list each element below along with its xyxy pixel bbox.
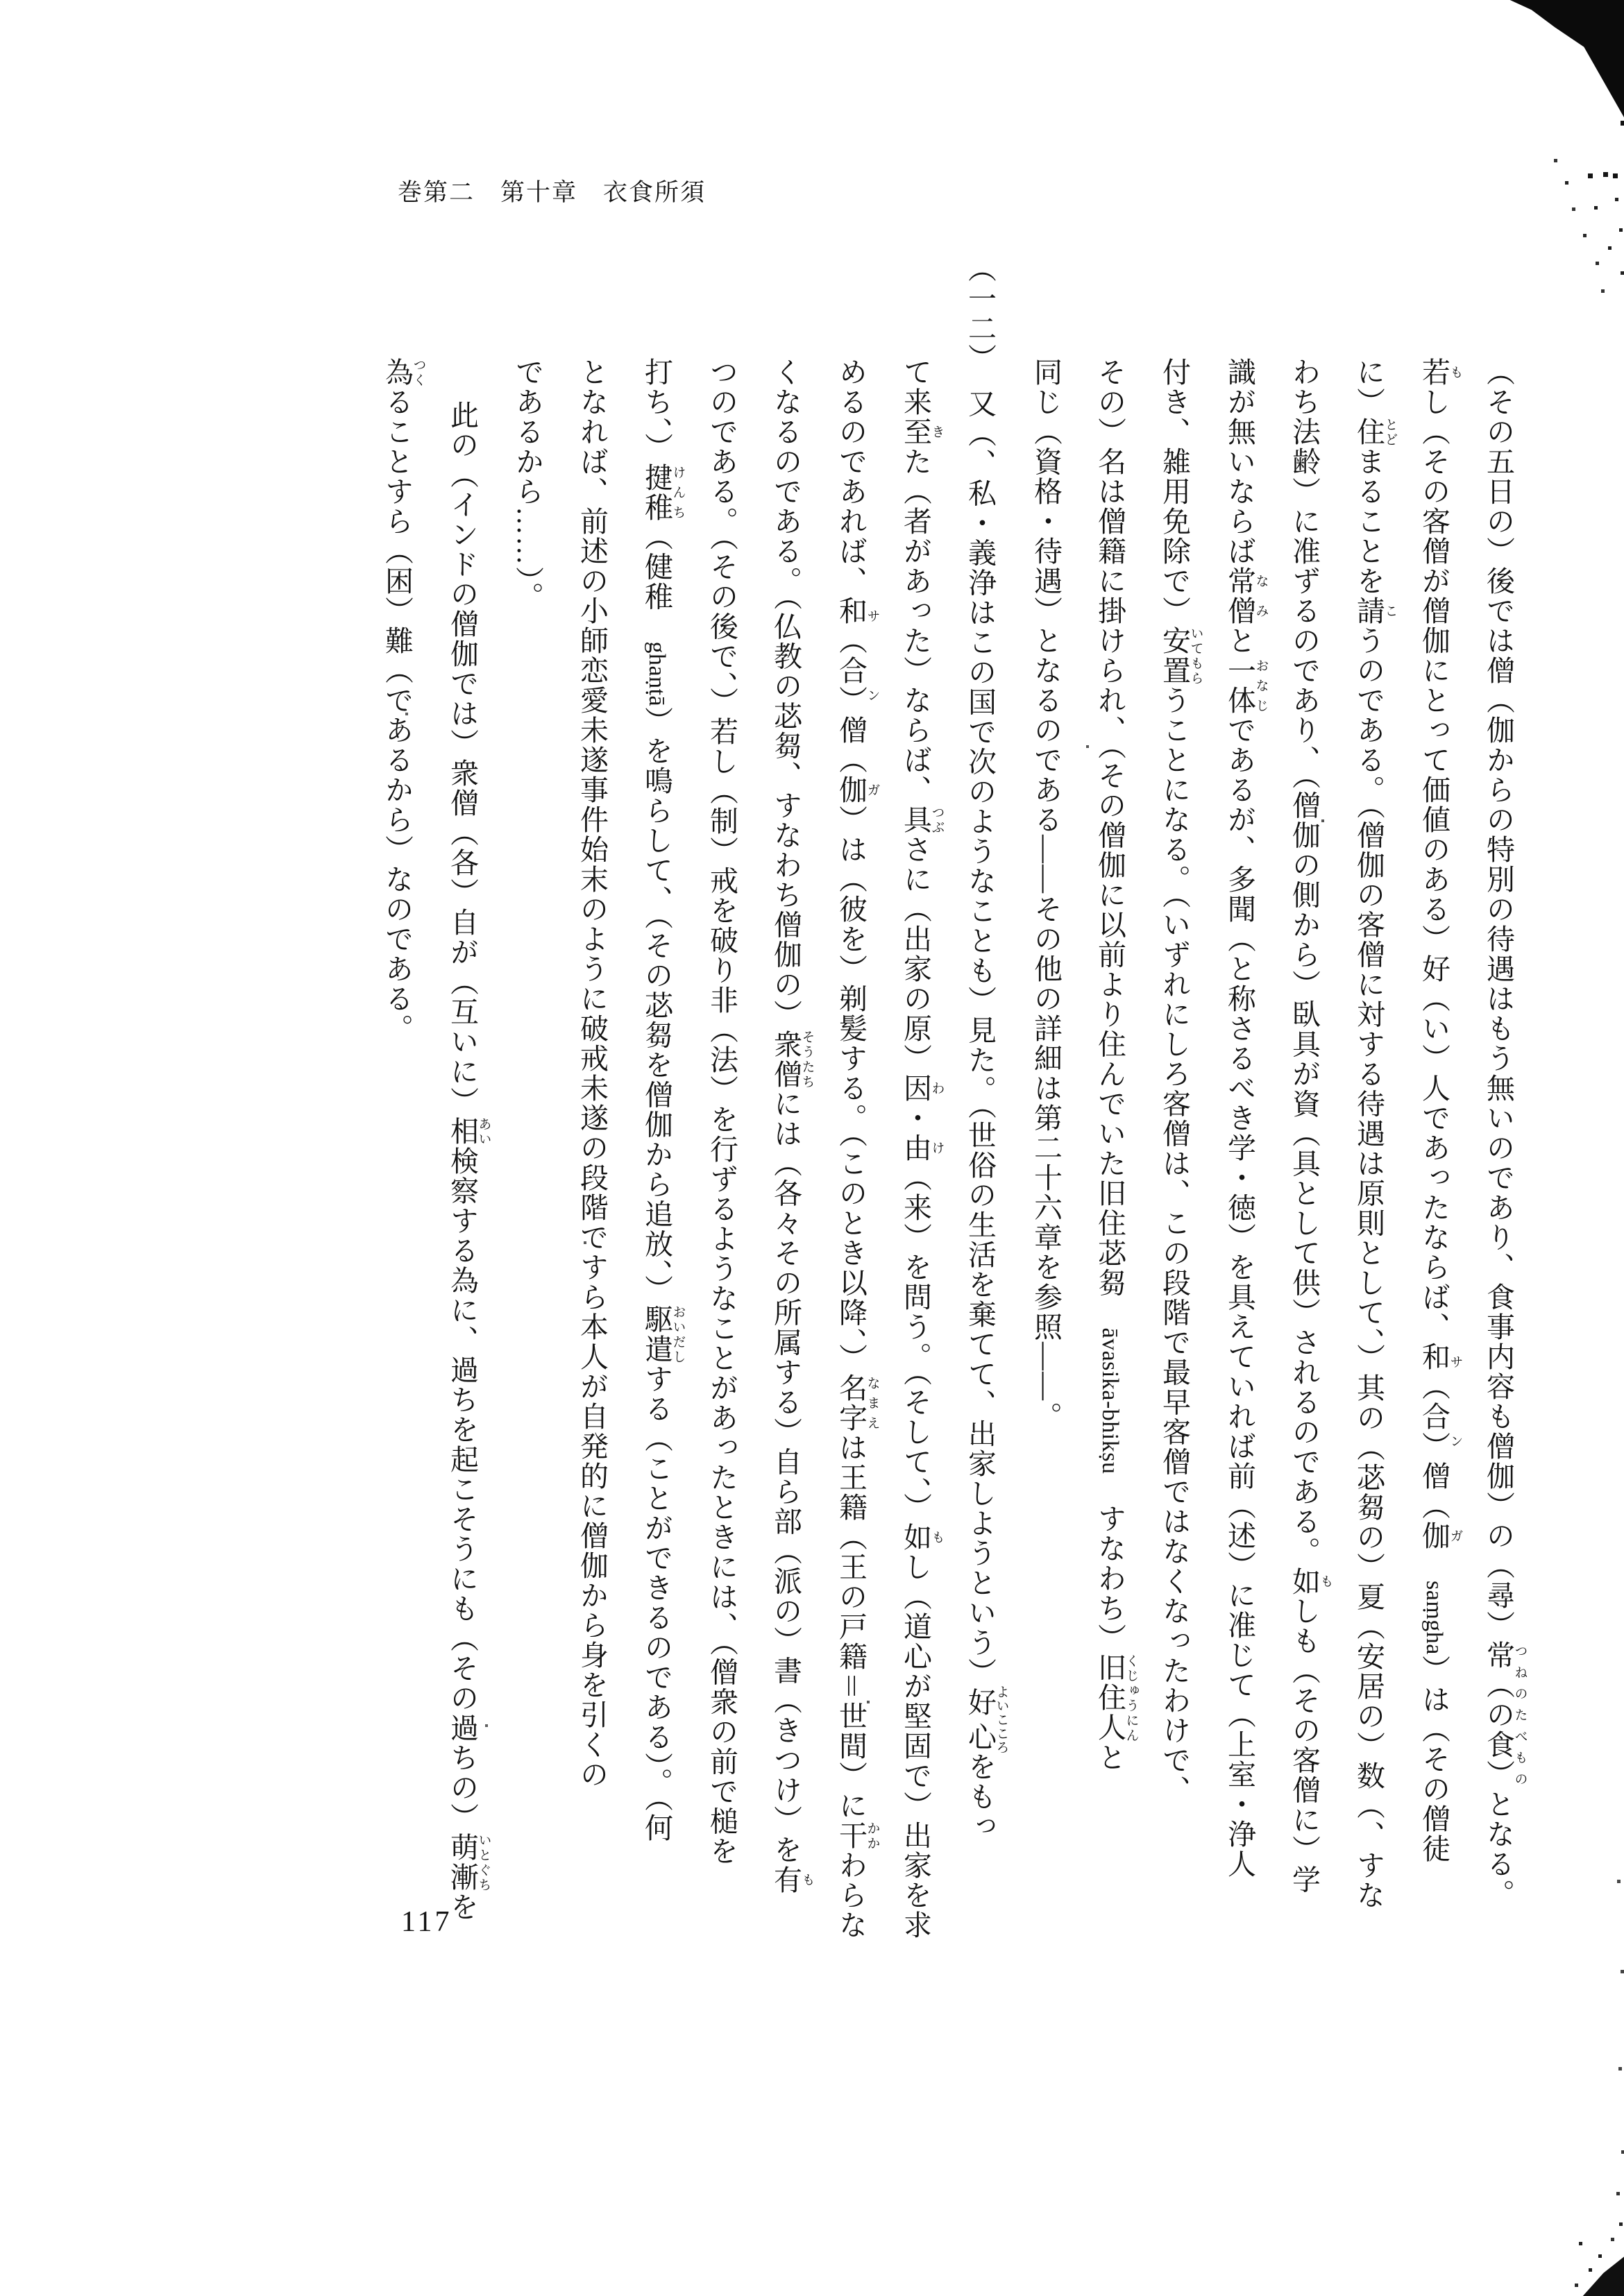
text-run: する（ことができるのである）。（何 xyxy=(641,1364,673,1844)
text-run: すなわち） xyxy=(1094,1474,1126,1653)
ruby-annotated-text: 安置いてもら xyxy=(1158,626,1203,686)
text-run: さに（出家の原） xyxy=(899,835,931,1073)
ruby-annotated-text: 為つく xyxy=(381,357,426,387)
text-run: であるが、多聞（と称さるべき学・徳）を具えていれば前（述）に准じて（上室・浄人 xyxy=(1224,715,1255,1879)
text-run: まることを xyxy=(1353,447,1385,596)
text-run: 付き、雑用免除で） xyxy=(1158,357,1190,626)
text-run: わち法齢）に准ずるのであり、（僧伽の側から）臥具が資（具として供）されるのである。 xyxy=(1288,357,1320,1567)
ruby-annotated-text: 如も xyxy=(1288,1566,1333,1597)
text-run: わらな xyxy=(835,1851,867,1940)
text-run: 同じ（資格・待遇）となるのである——その他の詳細は第二十六章を参照——。 xyxy=(1030,357,1062,1431)
text-run: めるのであれば、 xyxy=(835,357,867,596)
text-run: 打ち、） xyxy=(641,357,673,463)
text-column xyxy=(435,400,491,1922)
ruby-annotated-text: 相あい xyxy=(446,1116,491,1146)
ruby-annotated-text: 和（合）サン xyxy=(1418,1342,1463,1461)
text-column xyxy=(1147,357,1203,1805)
text-column xyxy=(1277,357,1333,1895)
romanized-term: saṃgha xyxy=(1421,1581,1447,1655)
text-column xyxy=(824,357,879,1940)
text-column xyxy=(500,357,555,612)
text-column xyxy=(1018,357,1074,1431)
text-run: と xyxy=(1224,626,1255,656)
text-column xyxy=(1342,357,1397,1910)
text-run: ることすら（困）難（であるから）なのである。 xyxy=(381,387,413,1044)
ruby-annotated-text: 伽ガ xyxy=(835,775,880,805)
ruby-annotated-text: 有も xyxy=(770,1864,815,1895)
ruby-annotated-text: 常僧なみ xyxy=(1224,566,1269,626)
page-number: 117 xyxy=(401,1906,452,1938)
ruby-annotated-text: 伽ガ xyxy=(1418,1521,1463,1551)
ruby-annotated-text: 由け xyxy=(899,1133,945,1163)
ruby-annotated-text: 駆遣おいだし xyxy=(641,1304,686,1365)
text-run: に） xyxy=(1353,357,1385,417)
text-run: た（者があった）ならば、 xyxy=(899,447,931,805)
text-run: ）は（その僧徒 xyxy=(1418,1654,1450,1864)
ruby-annotated-text: 揵稚けんち xyxy=(641,462,686,522)
text-run: （一二） 又（、私・義浄はこの国で次のようなことも）見た。（世俗の生活を棄てて、出家しようという） xyxy=(964,254,996,1687)
text-run xyxy=(1418,1551,1450,1581)
text-run: ）を鳴らして、（その苾芻を僧伽から追放、） xyxy=(641,706,673,1305)
text-run: 僧（ xyxy=(835,715,867,775)
text-column xyxy=(953,254,1008,1842)
text-run: その）名は僧籍に掛けられ、（その僧伽に以前より住んでいた旧住苾芻 xyxy=(1094,357,1126,1328)
text-column xyxy=(370,357,425,1044)
text-column xyxy=(1407,357,1462,1864)
text-run: うことになる。（いずれにしろ客僧は、この段階で最早客僧ではなくなったわけで、 xyxy=(1158,686,1190,1805)
ruby-annotated-text: 干かか xyxy=(835,1821,880,1851)
text-run: 識が無いならば xyxy=(1224,357,1255,566)
ruby-annotated-text: 若も xyxy=(1418,357,1463,387)
ruby-annotated-text: 名字なまえ xyxy=(835,1373,880,1433)
text-run: となれば、前述の小師恋愛未遂事件始末のように破戒未遂の段階ですら本人が自発的に僧伽から身を引くの xyxy=(576,357,608,1789)
romanized-term: āvasika-bhikṣu xyxy=(1097,1327,1123,1474)
running-header: 巻第二 第十章 衣食所須 xyxy=(398,179,707,206)
ruby-annotated-text: 住とど xyxy=(1353,417,1398,447)
ruby-annotated-text: 好心よいこころ xyxy=(964,1685,1009,1755)
ruby-annotated-text: 常（の食）つねのたべもの xyxy=(1482,1640,1528,1789)
ruby-annotated-text: 衆僧そうたち xyxy=(770,1029,815,1089)
text-column xyxy=(1471,357,1527,1909)
ruby-annotated-text: 至き xyxy=(899,417,945,447)
text-run: には（各々その所属する）自ら部（派の）書（きつけ）を xyxy=(770,1089,802,1865)
scan-speckles-page xyxy=(0,0,1,1)
ruby-annotated-text: 一体おなじ xyxy=(1224,656,1269,715)
text-column xyxy=(694,357,750,1866)
text-run: くなるのである。（仏教の苾芻、すなわち僧伽の） xyxy=(770,357,802,1030)
text-run: しも（その客僧に）学 xyxy=(1288,1596,1320,1895)
text-run: （来）を問う。（そして、） xyxy=(899,1163,931,1522)
text-column xyxy=(1212,357,1268,1879)
text-run: であるから……）。 xyxy=(511,357,543,612)
ruby-annotated-text: 和（合）サン xyxy=(835,596,880,715)
ruby-annotated-text: 請こ xyxy=(1353,596,1398,626)
text-run: （その五日の）後では僧（伽からの特別の待遇はもう無いのであり、食事内容も僧伽）の（尋） xyxy=(1482,357,1514,1640)
ruby-annotated-text: 如も xyxy=(899,1522,945,1552)
text-column xyxy=(759,357,814,1895)
text-column xyxy=(1083,357,1138,1772)
ruby-annotated-text: 萌漸いとぐち xyxy=(446,1832,491,1892)
text-run: し（道心が堅固で）出家を求 xyxy=(899,1552,931,1940)
text-run: 此の（インドの僧伽では）衆僧（各）自が（互いに） xyxy=(446,400,478,1116)
text-run: て来 xyxy=(899,357,931,417)
text-run: は王籍（王の戸籍＝世間）に xyxy=(835,1433,867,1821)
text-run: を xyxy=(446,1892,478,1922)
text-run: し（その客僧が僧伽にとって価値のある）好（い）人であったならば、 xyxy=(1418,387,1450,1342)
text-run: と xyxy=(1094,1742,1126,1773)
ruby-annotated-text: 具つぶ xyxy=(899,805,945,835)
text-run: 検察する為に、過ちを起こそうにも（その過ちの） xyxy=(446,1146,478,1832)
text-run: つのである。（その後で、）若し（制）戒を破り非（法）を行ずるようなことがあったときには、（僧衆の前で槌を xyxy=(706,357,738,1866)
romanized-term: ghaṇṭā xyxy=(644,641,670,707)
text-run: 僧（ xyxy=(1418,1461,1450,1521)
text-run: をもっ xyxy=(964,1752,996,1842)
text-run: （健稚 xyxy=(641,522,673,642)
text-run: ・ xyxy=(899,1103,931,1133)
text-run: うのである。（僧伽の客僧に対する待遇は原則として、）其の（苾芻の）夏（安居の）数（、すな xyxy=(1353,626,1385,1910)
text-column xyxy=(888,357,944,1940)
text-run: ）は（彼を）剃髪する。（このとき以降、） xyxy=(835,805,867,1373)
text-run: となる。 xyxy=(1482,1789,1514,1909)
text-column xyxy=(629,357,685,1843)
ruby-annotated-text: 旧住人くじゅうにん xyxy=(1094,1653,1139,1743)
text-column xyxy=(564,357,620,1789)
ruby-annotated-text: 因わ xyxy=(899,1073,945,1103)
